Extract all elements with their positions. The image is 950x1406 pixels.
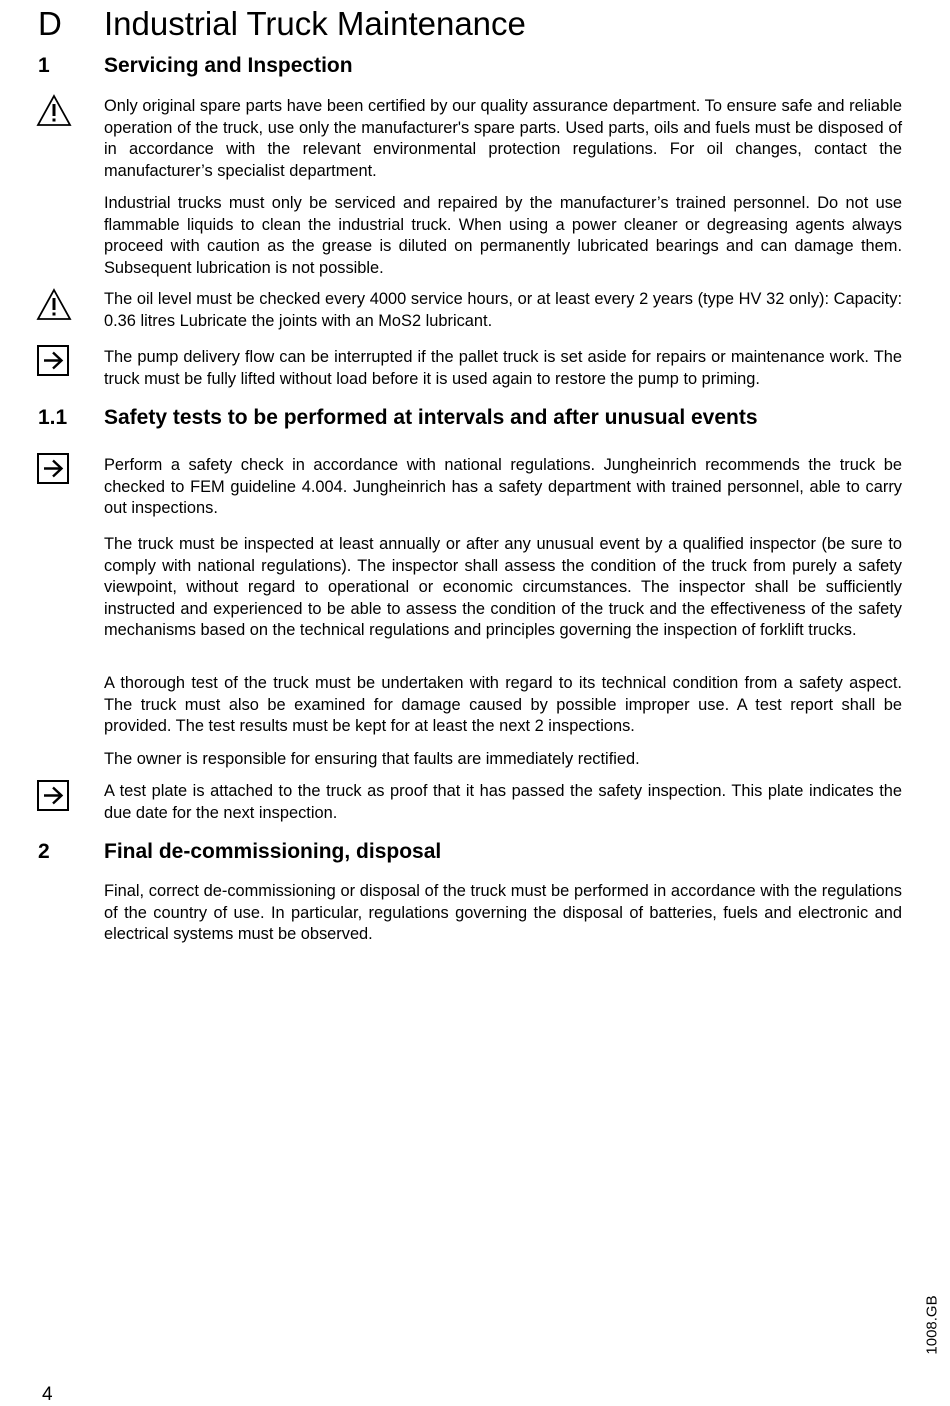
chapter-letter: D xyxy=(38,5,62,42)
paragraph-spare-parts: Only original spare parts have been certified by our quality assurance department. To ensure safe and reliable operation of the truck, use only the manufacturer's spare parts. Used parts, oils and fuels must be disposed of in accordance with the relevant environmental protection regulations. For oil changes, contact the manufacturer’s specialist department. xyxy=(104,97,902,180)
paragraph-owner-responsibility: The owner is responsible for ensuring that faults are immediately rectified. xyxy=(104,750,640,768)
arrow-note-icon xyxy=(36,779,72,813)
section-number: 1.1 xyxy=(38,406,68,429)
paragraph-test-plate: A test plate is attached to the truck as proof that it has passed the safety inspection. This plate indicates the due date for the next inspection. xyxy=(104,782,902,822)
warning-triangle-icon xyxy=(36,94,72,128)
section-number: 1 xyxy=(38,54,50,77)
paragraph-disposal: Final, correct de-commissioning or disposal of the truck must be performed in accordance with the regulations of the country of use. In particular, regulations governing the disposal of batteries, fuels and electronic and electrical systems must be observed. xyxy=(104,882,902,943)
section-title: Final de-commissioning, disposal xyxy=(104,840,442,863)
paragraph-safety-check: Perform a safety check in accordance with national regulations. Jungheinrich recommends the truck be checked to FEM guideline 4.004. Jungheinrich has a safety department with trained personnel, able to carry out inspections. xyxy=(104,456,902,517)
chapter-title: Industrial Truck Maintenance xyxy=(104,5,526,42)
warning-triangle-icon xyxy=(36,288,72,322)
document-code xyxy=(912,1290,950,1360)
page-number: 4 xyxy=(42,1384,53,1405)
section-title: Servicing and Inspection xyxy=(104,54,353,77)
document-code-label: 1008.GB xyxy=(923,1295,941,1355)
section-number: 2 xyxy=(38,840,50,863)
paragraph-annual-inspection: The truck must be inspected at least annually or after any unusual event by a qualified inspector (be sure to comply with national regulations). The inspector shall assess the condition of the truck from purely a safety viewpoint, without regard to operational or economic circumstances. The inspector shall be sufficiently instructed and experienced to be able to assess the condition of the truck and the effectiveness of the safety mechanisms based on the technical regulations and principles governing the inspection of forklift trucks. xyxy=(104,535,902,639)
paragraph-pump-delivery: The pump delivery flow can be interrupted if the pallet truck is set aside for repairs or maintenance work. The truck must be fully lifted without load before it is used again to restore the pump to priming. xyxy=(104,348,902,388)
paragraph-servicing-personnel: Industrial trucks must only be serviced and repaired by the manufacturer’s trained personnel. Do not use flammable liquids to clean the industrial truck. When using a power cleaner or degreasing agents always proceed with caution as the grease is diluted on permanently lubricated bearings and can damage them. Subsequent lubrication is not possible. xyxy=(104,194,902,277)
paragraph-oil-level: The oil level must be checked every 4000 service hours, or at least every 2 years (type HV 32 only): Capacity: 0.36 litres Lubricate the joints with an MoS2 lubricant. xyxy=(104,290,902,330)
section-title: Safety tests to be performed at intervals and after unusual events xyxy=(104,406,758,429)
arrow-note-icon xyxy=(36,452,72,486)
arrow-note-icon xyxy=(36,344,72,378)
paragraph-thorough-test: A thorough test of the truck must be undertaken with regard to its technical condition from a safety aspect. The truck must also be examined for damage caused by possible improper use. A test report shall be provided. The test results must be kept for at least the next 2 inspections. xyxy=(104,674,902,735)
